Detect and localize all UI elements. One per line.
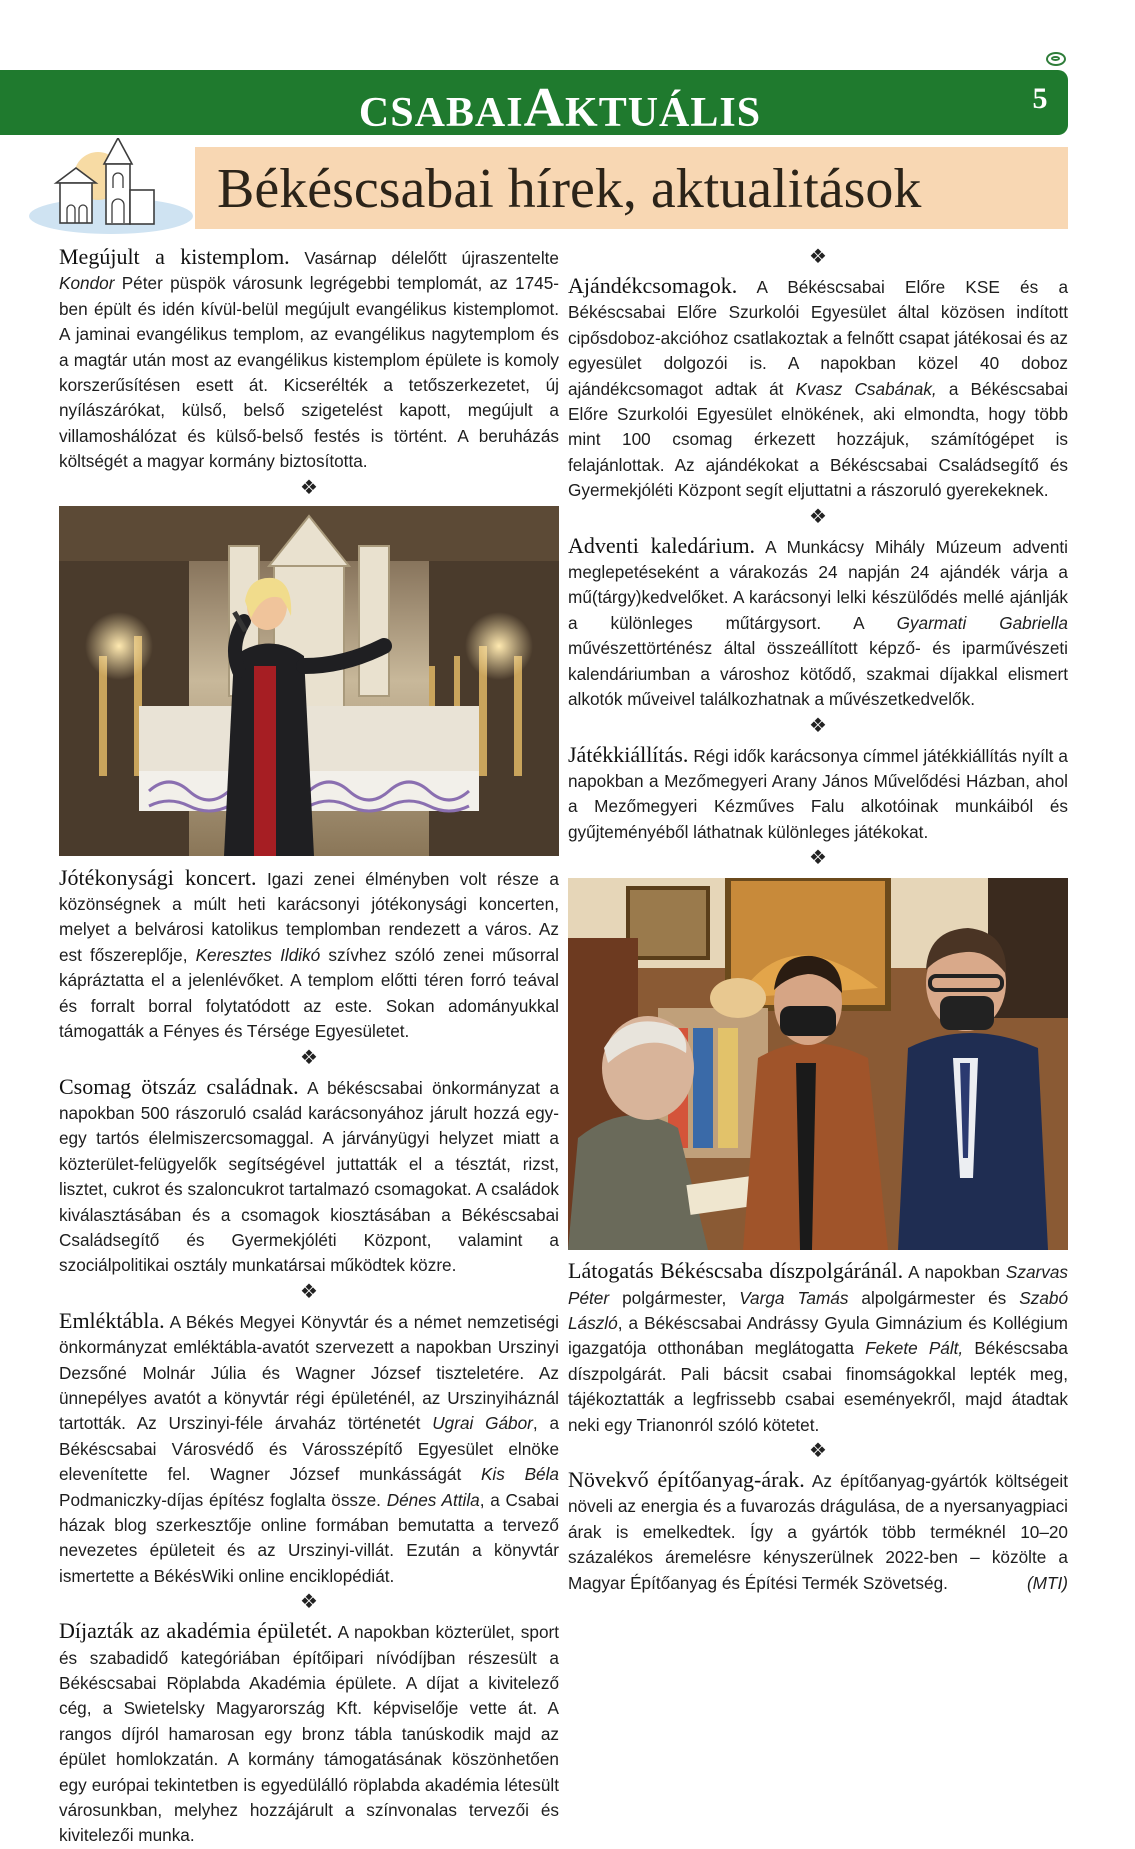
source-credit: (MTI) [1026,1572,1068,1593]
section-title: Békéscsabai hírek, aktualitások [217,158,922,220]
page-number: 5 [1032,82,1048,115]
article-jatek: Játékkiállítás. Régi idők karácsonya címmel játékkiállítás nyílt a napokban a Mezőmegyeri Arany János Művelődési Házban, ahol a Mezőmegyeri Kézműves Falu alkotóinak munkáiból és gyűjteményéből láthatnak különleges játékokat. [568,741,1068,842]
article-ajandek: Ajándékcsomagok. A Békéscsabai Előre KSE és a Békéscsabai Előre Szurkolói Egyesület által közösen indított cipősdoboz-akcióhoz csatlakoztak a felnőtt csapat játékosai és az egyesület dolgozói is. A napokban közel 40 doboz ajándékcsomagot adtak át Kvasz Csabának, a Békéscsabai Előre Szurkolói Egyesület elnökének, aki elmondta, hogy több mint 100 csomag érkezett hozzájuk, számítógépet is felajánlottak. Az ajándékokat a Békéscsabai Családsegítő és Gyermekjóléti Központ segít eljuttatni a rászoruló gyerekeknek. [568,273,1068,501]
article-latogatas: Látogatás Békéscsaba díszpolgáránál. A napokban Szarvas Péter polgármester, Varga Tamás alpolgármester és Szabó László, a Békéscsabai Andrássy Gyula Gimnázium és Kollégium igazgatója otthonában meglátogatta Fekete Pált, Békéscsaba díszpolgárát. Pali bácsit csabai finomságokkal lepték meg, tájékoztatták a legfrissebb csabai eseményekről, majd átadtak neki egy Trianonról szóló kötetet. [568,1258,1069,1435]
spiral-corner-icon [1046,52,1066,66]
article-headline: Díjazták az akadémia épületét. [59,1618,333,1644]
article-headline: Növekvő építőanyag-árak. [568,1466,805,1492]
article-csomag: Csomag ötszáz családnak. A békéscsabai önkormányzat a napokban 500 rászoruló család karácsonyához járult hozzá egy-egy tartós élelmiszercsomaggal. A járványügyi helyzet miatt a közterület-felügyelők segítségével juttatták el a tésztát, rizst, lisztet, cukrot és szaloncukrot tartalmazó csomagokat. A családok kiválasztásában és a csomagok kiosztásában a Békéscsabai Családsegítő és Gyermekjóléti Központ, valamint a szociálpolitikai osztály munkatársai működtek közre. [59,1073,560,1276]
four-diamond-ornament-icon [59,1044,559,1072]
masthead-part-2: A [523,77,566,139]
concert-photo [59,506,559,856]
right-column [568,244,1068,1714]
four-diamond-ornament-icon [568,243,1068,271]
four-diamond-ornament-icon [59,474,559,502]
article-akademia: Díjazták az akadémia épületét. A napokban közterület, sport és szabadidő kategóriában építőipari nívódíjban részesült a Békéscsabai Röplabda Akadémia épülete. A díjat a kivitelező cég, a Swietelsky Magyarország Kft. képviselője vette át. A rangos díjról hamarosan egy bronz tábla tanúskodik majd az épület homlokzatán. A kormány támogatásának köszönhetően egy európai tekintetben is egyedülálló röplabda akadémia létesült városunkban, melyhez hozzájárult a színvonalas tervezői és kivitelezői munka. [59,1618,560,1846]
visit-photo [568,878,1068,1250]
article-headline: Játékkiállítás. [568,741,689,767]
article-headline: Jótékonysági koncert. [59,864,257,890]
article-koncert: Jótékonysági koncert. Igazi zenei élményben volt része a közönségnek a múlt heti karácsonyi jótékonysági koncerten, melyet a belvárosi katolikus templomban rendezett a város. Az est főszereplője, Keresztes Ildikó szívhez szóló zenei műsorral kápráztatta el a jelenlévőket. A templom előtti téren forró teával és forralt borral folytatódott az este. Sokan adományukkal támogatták a Fényes és Térsége Egyesületet. [59,864,559,1042]
article-epitoanyag: Növekvő építőanyag-árak. Az építőanyag-gyártók költségeit növeli az energia és a fuvarozás drágulása, de a nyersanyagpiaci árak is emelkedtek. Így a gyártók több terméknél 10–20 százalékos áremelésre kényszerülnek 2022-ben – közölte a Magyar Építőanyag és Építési Termék Szövetség. (MTI) [568,1467,1068,1596]
article-headline: Adventi kaledárium. [568,532,756,558]
article-headline: Megújult a kistemplom. [59,244,290,269]
four-diamond-ornament-icon [59,1278,559,1306]
article-headline: Látogatás Békéscsaba díszpolgáránál. [568,1258,904,1284]
article-emlektabla: Emléktábla. A Békés Megyei Könyvtár és a német nemzetiségi önkormányzat emléktábla-avatót szervezett a napokban Urszinyi Dezsőné Molnár Júlia és Wagner József tiszteletére. Az ünnepélyes avatót a könyvtár régi épületénél, az Urszinyiháznál tartották. Az Urszinyi-féle árvaház történetét Ugrai Gábor, a Békéscsabai Városvédő és Városszépítő Egyesület elnöke elevenítette fel. Wagner József munkásságát Kis Béla Podmaniczky-díjas építész foglalta össze. Dénes Attila, a Csabai házak blog szerkesztője online formában bemutatta a tervező nevezetes épületeit és az Urszinyi-villát. Ezután a könyvtár ismertette a BékésWiki online enciklopédiát. [59,1307,560,1586]
masthead-part-1: CSABAI [358,90,524,136]
article-adventi: Adventi kaledárium. A Munkácsy Mihály Múzeum adventi meglepetéseként a várakozás 24 napján 24 ajándék várja a mű(tárgy)kedvelőket. A karácsonyi lelki készülődés mellé ajánlják a különleges műtárgysort. A Gyarmati Gabriella művészettörténész által összeállított képző- és iparművészeti kalendáriumban a városhoz kötődő, szakmai díjakkal elismert alkotók műveivel találkozhatnak a művészetkedvelők. [568,532,1068,710]
left-column [59,244,560,1846]
four-diamond-ornament-icon [568,503,1068,531]
masthead [200,76,920,139]
article-headline: Csomag ötszáz családnak. [59,1073,299,1099]
article-kistemplom: Megújult a kistemplom. Vasárnap délelőtt újraszentelte Kondor Péter püspök városunk legrégebbi templomát, az 1745-ben épült és idén kívül-belül megújult evangélikus kistemplomot. A jaminai evangélikus templom, az evangélikus nagytemplom és a magtár után most az evangélikus kistemplom épülete is komoly korszerűsítésen esett át. Kicserélték a tetőszerkezetet, új nyílászárókat, külső, belső szigetelést kapott, megújult a villamoshálózat és külső-belső festés is történt. A beruházás költségét a magyar kormány biztosította. [59,244,559,472]
four-diamond-ornament-icon [568,844,1068,872]
church-logo-icon [26,138,196,238]
article-headline: Emléktábla. [59,1307,165,1333]
four-diamond-ornament-icon [59,1588,559,1616]
masthead-part-3: KTUÁLIS [565,90,762,136]
four-diamond-ornament-icon [568,1437,1068,1465]
four-diamond-ornament-icon [568,712,1068,740]
article-headline: Ajándékcsomagok. [568,273,738,298]
